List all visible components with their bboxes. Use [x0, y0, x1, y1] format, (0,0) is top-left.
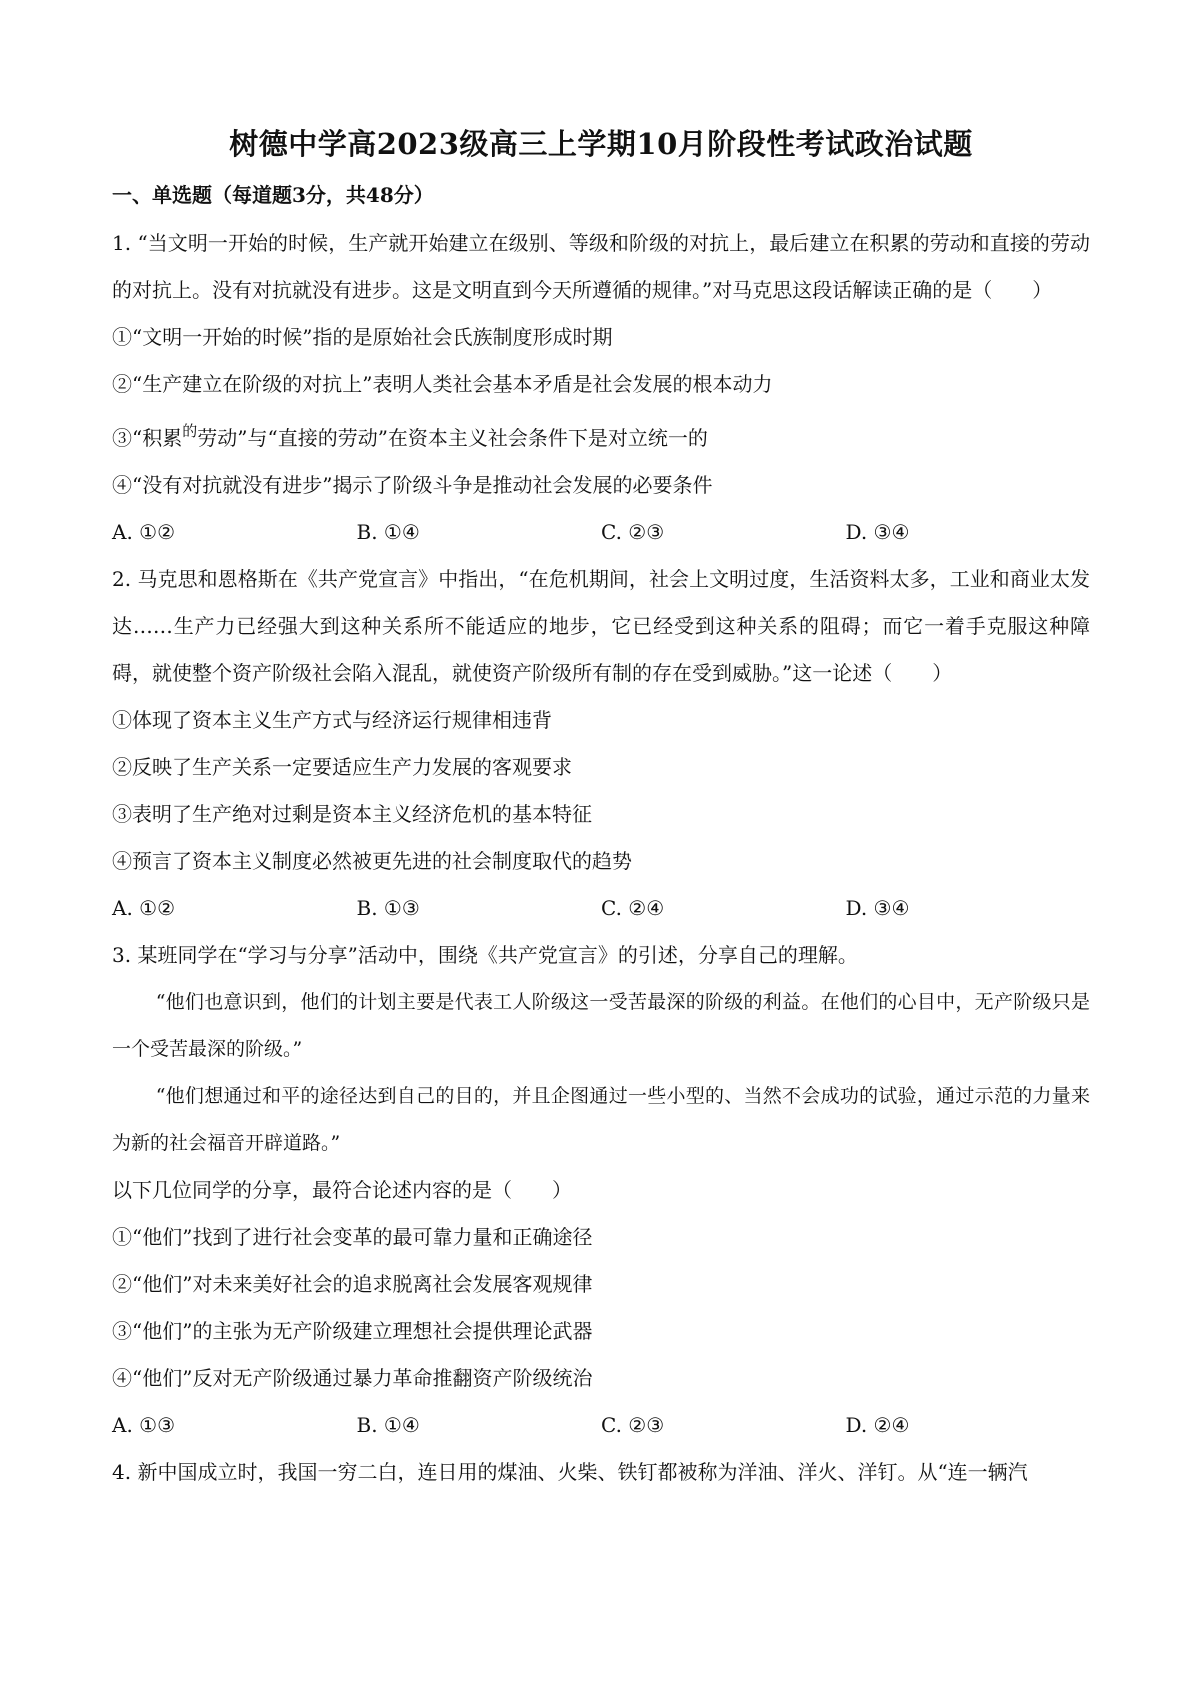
statement-3: [112, 408, 1090, 462]
statement-2: ②“他们”对未来美好社会的追求脱离社会发展客观规律: [112, 1272, 593, 1296]
quote-1: “他们也意识到，他们的计划主要是代表工人阶级这一受苦最深的阶级的利益。在他们的心目中，无产阶级只是一个受苦最深的阶级。”: [112, 991, 1090, 1060]
option-d[interactable]: D. ③④: [845, 520, 910, 544]
question-stem: 3. 某班同学在“学习与分享”活动中，围绕《共产党宣言》的引述，分享自己的理解。: [112, 943, 858, 967]
option-b[interactable]: B. ①④: [356, 520, 420, 544]
statement-2: ②反映了生产关系一定要适应生产力发展的客观要求: [112, 755, 572, 779]
question-stem: 4. 新中国成立时，我国一穷二白，连日用的煤油、火柴、铁钉都被称为洋油、洋火、洋钉。从“连一辆汽: [112, 1460, 1028, 1484]
question-2: [112, 556, 1090, 932]
option-c[interactable]: C. ②④: [601, 896, 665, 920]
statement-3-part-a: ③“积累: [112, 426, 183, 450]
option-a[interactable]: A. ①②: [112, 896, 176, 920]
statement-4: ④“他们”反对无产阶级通过暴力革命推翻资产阶级统治: [112, 1366, 593, 1390]
option-a[interactable]: A. ①③: [112, 1413, 176, 1437]
statement-4: ④预言了资本主义制度必然被更先进的社会制度取代的趋势: [112, 849, 632, 873]
statement-3: ③表明了生产绝对过剩是资本主义经济危机的基本特征: [112, 802, 592, 826]
statement-2: ②“生产建立在阶级的对抗上”表明人类社会基本矛盾是社会发展的根本动力: [112, 372, 773, 396]
statement-3: ③“他们”的主张为无产阶级建立理想社会提供理论武器: [112, 1319, 593, 1343]
statement-1: ①“他们”找到了进行社会变革的最可靠力量和正确途径: [112, 1225, 593, 1249]
option-b[interactable]: B. ①④: [356, 1413, 420, 1437]
question-3: [112, 932, 1090, 1449]
option-c[interactable]: C. ②③: [601, 1413, 665, 1437]
answer-options: [112, 885, 1090, 932]
option-a[interactable]: A. ①②: [112, 520, 176, 544]
quote-2: “他们想通过和平的途径达到自己的目的，并且企图通过一些小型的、当然不会成功的试验，通过示范的力量来为新的社会福音开辟道路。”: [112, 1085, 1090, 1154]
statement-3-raised-char: 的: [182, 422, 198, 440]
section-heading: 一、单选题（每道题3分，共48分）: [112, 183, 434, 207]
statement-1: ①体现了资本主义生产方式与经济运行规律相违背: [112, 708, 552, 732]
question-stem: 1. “当文明一开始的时候，生产就开始建立在级别、等级和阶级的对抗上，最后建立在积累的劳动和直接的劳动的对抗上。没有对抗就没有进步。这是文明直到今天所遵循的规律。”对马克思这段话解读正确的是（ ）: [112, 231, 1090, 302]
answer-options: [112, 509, 1090, 556]
question-4: [112, 1449, 1090, 1496]
option-d[interactable]: D. ③④: [845, 896, 910, 920]
answer-options: [112, 1402, 1090, 1449]
option-d[interactable]: D. ②④: [845, 1413, 910, 1437]
statement-1: ①“文明一开始的时候”指的是原始社会氏族制度形成时期: [112, 325, 613, 349]
question-prompt: 以下几位同学的分享，最符合论述内容的是（ ）: [112, 1178, 572, 1202]
exam-title: 树德中学高2023级高三上学期10月阶段性考试政治试题: [229, 127, 973, 161]
question-stem: 2. 马克思和恩格斯在《共产党宣言》中指出，“在危机期间，社会上文明过度，生活资料太多，工业和商业太发达……生产力已经强大到这种关系所不能适应的地步，它已经受到这种关系的阻碍；而它一着手克服这种障碍，就使整个资产阶级社会陷入混乱，就使资产阶级所有制的存在受到威胁。”这一论述（ ）: [112, 567, 1090, 685]
option-b[interactable]: B. ①③: [356, 896, 420, 920]
statement-3-part-b: 劳动”与“直接的劳动”在资本主义社会条件下是对立统一的: [197, 426, 708, 450]
statement-4: ④“没有对抗就没有进步”揭示了阶级斗争是推动社会发展的必要条件: [112, 473, 713, 497]
question-1: [112, 220, 1090, 556]
option-c[interactable]: C. ②③: [601, 520, 665, 544]
